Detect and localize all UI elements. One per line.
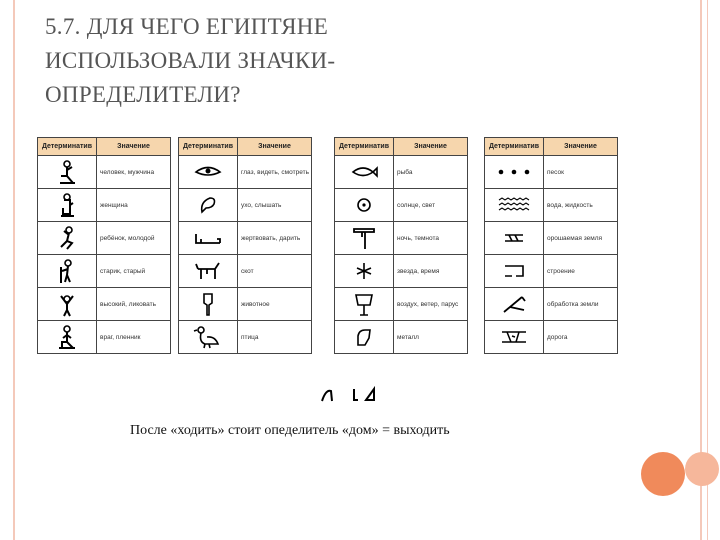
fish-glyph <box>349 162 379 182</box>
table-row <box>38 156 171 189</box>
meaning-cell: ночь, темнота <box>394 222 468 255</box>
bird-glyph <box>193 324 223 350</box>
meaning-cell: враг, пленник <box>97 321 171 354</box>
offering-arm-glyph <box>193 228 223 248</box>
glyph-cell <box>485 321 544 354</box>
table-row <box>179 321 312 354</box>
meaning-cell: солнце, свет <box>394 189 468 222</box>
eye-glyph <box>193 162 223 182</box>
title-line-3: ОПРЕДЕЛИТЕЛИ? <box>45 82 241 107</box>
slide-title <box>45 10 335 112</box>
table-row <box>38 255 171 288</box>
meaning-cell: жертвовать, дарить <box>238 222 312 255</box>
glyph-cell <box>179 222 238 255</box>
header-meaning: Значение <box>394 138 468 156</box>
meaning-cell: металл <box>394 321 468 354</box>
meaning-cell: рыба <box>394 156 468 189</box>
glyph-cell <box>485 222 544 255</box>
table-row <box>485 321 618 354</box>
table-row <box>179 255 312 288</box>
meaning-cell: дорога <box>544 321 618 354</box>
glyph-cell <box>179 189 238 222</box>
meaning-cell: ребёнок, молодой <box>97 222 171 255</box>
enemy-bound-glyph <box>55 324 79 350</box>
table-row <box>38 189 171 222</box>
title-line-2: ИСПОЛЬЗОВАЛИ ЗНАЧКИ- <box>45 48 336 73</box>
man-arms-raised-glyph <box>55 291 79 317</box>
determinative-table-4 <box>484 137 618 354</box>
meaning-cell: обработка земли <box>544 288 618 321</box>
land-glyph <box>501 230 527 246</box>
sand-grains-glyph <box>494 165 534 179</box>
determinative-table-2 <box>178 137 312 354</box>
table-row <box>38 321 171 354</box>
glyph-cell <box>335 156 394 189</box>
water-glyph <box>496 196 532 214</box>
table-row <box>485 255 618 288</box>
road-glyph <box>499 327 529 347</box>
caption-text: После «ходить» стоит опеделитель «дом» = выходить <box>130 423 450 438</box>
determinative-table-3 <box>334 137 468 354</box>
meaning-cell: воздух, ветер, парус <box>394 288 468 321</box>
glyph-cell <box>179 288 238 321</box>
meaning-cell: женщина <box>97 189 171 222</box>
glyph-cell <box>485 156 544 189</box>
glyph-cell <box>38 255 97 288</box>
header-determinative: Детерминатив <box>38 138 97 156</box>
table-row <box>38 222 171 255</box>
table-row <box>335 288 468 321</box>
table-row <box>335 222 468 255</box>
decorative-circle-light <box>685 452 719 486</box>
old-man-staff-glyph <box>55 258 79 284</box>
meaning-cell: птица <box>238 321 312 354</box>
meaning-cell: строение <box>544 255 618 288</box>
meaning-cell: старик, старый <box>97 255 171 288</box>
header-meaning: Значение <box>97 138 171 156</box>
hide-glyph <box>196 291 220 317</box>
determinative-table-1 <box>37 137 171 354</box>
glyph-cell <box>179 156 238 189</box>
left-border-line <box>13 0 15 540</box>
glyph-cell <box>485 255 544 288</box>
glyph-cell <box>335 288 394 321</box>
table-row <box>335 255 468 288</box>
glyph-cell <box>38 288 97 321</box>
example-glyphs <box>318 385 378 410</box>
star-glyph <box>353 260 375 282</box>
hoe-glyph <box>500 293 528 315</box>
table-row <box>179 156 312 189</box>
table-row <box>335 156 468 189</box>
seated-man-glyph <box>55 159 79 185</box>
seated-woman-glyph <box>55 192 79 218</box>
sail-glyph <box>351 291 377 317</box>
glyph-cell <box>335 222 394 255</box>
meaning-cell: звезда, время <box>394 255 468 288</box>
meaning-cell: скот <box>238 255 312 288</box>
child-glyph <box>55 225 79 251</box>
meaning-cell: ухо, слышать <box>238 189 312 222</box>
table-row <box>38 288 171 321</box>
meaning-cell: песок <box>544 156 618 189</box>
glyph-cell <box>335 255 394 288</box>
animal-glyph <box>193 259 223 283</box>
meaning-cell: глаз, видеть, смотреть <box>238 156 312 189</box>
walk-legs-glyph <box>318 385 378 405</box>
metal-glyph <box>353 326 375 348</box>
header-meaning: Значение <box>544 138 618 156</box>
meaning-cell: человек, мужчина <box>97 156 171 189</box>
house-glyph <box>501 262 527 280</box>
table-row <box>485 288 618 321</box>
glyph-cell <box>335 321 394 354</box>
glyph-cell <box>38 189 97 222</box>
meaning-cell: животное <box>238 288 312 321</box>
night-sky-glyph <box>351 225 377 251</box>
decorative-circle-dark <box>641 452 685 496</box>
glyph-cell <box>485 288 544 321</box>
sun-glyph <box>353 194 375 216</box>
glyph-cell <box>38 321 97 354</box>
meaning-cell: высокий, ликовать <box>97 288 171 321</box>
table-row <box>179 189 312 222</box>
table-row <box>485 222 618 255</box>
header-determinative: Детерминатив <box>335 138 394 156</box>
header-determinative: Детерминатив <box>179 138 238 156</box>
glyph-cell <box>335 189 394 222</box>
meaning-cell: орошаемая земля <box>544 222 618 255</box>
glyph-cell <box>38 222 97 255</box>
ear-glyph <box>196 194 220 216</box>
glyph-cell <box>485 189 544 222</box>
table-row <box>179 288 312 321</box>
table-row <box>335 321 468 354</box>
header-meaning: Значение <box>238 138 312 156</box>
glyph-cell <box>179 321 238 354</box>
title-line-1: 5.7. ДЛЯ ЧЕГО ЕГИПТЯНЕ <box>45 14 329 39</box>
table-row <box>335 189 468 222</box>
table-row <box>179 222 312 255</box>
glyph-cell <box>179 255 238 288</box>
meaning-cell: вода, жидкость <box>544 189 618 222</box>
header-determinative: Детерминатив <box>485 138 544 156</box>
glyph-cell <box>38 156 97 189</box>
table-row <box>485 189 618 222</box>
table-row <box>485 156 618 189</box>
